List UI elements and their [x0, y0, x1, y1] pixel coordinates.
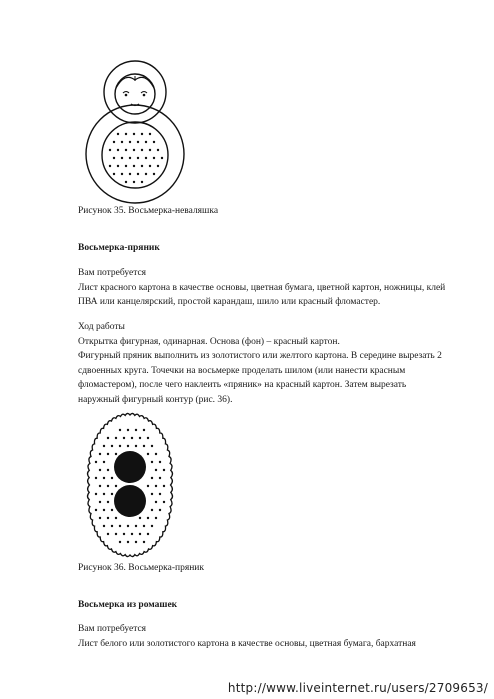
pattern-dot	[115, 517, 117, 519]
pattern-dot	[139, 533, 141, 535]
pattern-dot	[155, 501, 157, 503]
pattern-dot	[129, 173, 131, 175]
pattern-dot	[123, 437, 125, 439]
pattern-dot	[135, 541, 137, 543]
pattern-dot	[135, 429, 137, 431]
pattern-dot	[159, 461, 161, 463]
pattern-dot	[107, 437, 109, 439]
work-text: Фигурный пряник выполнить из золотистого или желтого картона. В середине вырезать 2 сдвоенных круга. Точечки на восьмерке проделать шилом (или нанести красным фломастером), после чего наклеить «пряник» на красный картон. Затем вырезать наружный фигурный контур (рис. 36).	[78, 351, 442, 405]
pattern-dot	[151, 477, 153, 479]
pattern-dot	[107, 485, 109, 487]
pattern-dot	[107, 453, 109, 455]
pattern-dot	[99, 453, 101, 455]
pattern-dot	[123, 533, 125, 535]
daisy-needs-label: Вам потребуется	[78, 624, 147, 634]
pattern-dot	[163, 469, 165, 471]
pattern-dot	[127, 445, 129, 447]
pattern-dot	[129, 141, 131, 143]
pattern-dot	[147, 485, 149, 487]
needs-text: Лист красного картона в качестве основы, цветная бумага, цветной картон, ножницы, клей ПВА или канцелярский, простой карандаш, шило или красный фломастер.	[78, 282, 446, 308]
pattern-dot	[131, 437, 133, 439]
needs-label: Вам потребуется	[78, 268, 147, 278]
pattern-dot	[121, 157, 123, 159]
pattern-dot	[113, 141, 115, 143]
work-line-1: Открытка фигурная, одинарная. Основа (фон) – красный картон.	[78, 336, 340, 347]
pattern-dot	[147, 533, 149, 535]
pattern-dot	[137, 157, 139, 159]
pattern-dot	[125, 133, 127, 135]
pattern-dot	[133, 133, 135, 135]
pattern-dot	[141, 165, 143, 167]
pattern-dot	[109, 149, 111, 151]
pattern-dot	[153, 157, 155, 159]
pattern-dot	[145, 157, 147, 159]
section-heading-daisy: Восьмерка из ромашек	[78, 600, 178, 610]
pattern-dot	[103, 525, 105, 527]
pattern-dot	[143, 525, 145, 527]
pattern-dot	[119, 445, 121, 447]
pattern-dot	[155, 517, 157, 519]
figure-35-caption: Рисунок 35. Восьмерка-неваляшка	[78, 206, 219, 216]
pattern-dot	[119, 429, 121, 431]
pattern-dot	[157, 149, 159, 151]
pattern-dot	[135, 525, 137, 527]
pattern-dot	[147, 517, 149, 519]
pattern-dot	[159, 509, 161, 511]
pattern-dot	[99, 469, 101, 471]
pattern-dot	[107, 533, 109, 535]
pattern-dot	[131, 533, 133, 535]
pattern-dot	[117, 149, 119, 151]
pattern-dot	[103, 493, 105, 495]
pattern-dot	[151, 445, 153, 447]
pattern-dot	[143, 429, 145, 431]
section-heading-gingerbread: Восьмерка-пряник	[78, 243, 160, 253]
pattern-dot	[111, 477, 113, 479]
pattern-dot	[115, 533, 117, 535]
pattern-dot	[121, 141, 123, 143]
pattern-dot	[151, 509, 153, 511]
pattern-dot	[161, 157, 163, 159]
pattern-dot	[111, 525, 113, 527]
pattern-dot	[143, 445, 145, 447]
pattern-dot	[115, 437, 117, 439]
gingerbread-needs-block	[78, 266, 448, 310]
pattern-dot	[139, 437, 141, 439]
pattern-dot	[113, 173, 115, 175]
pattern-dot	[141, 181, 143, 183]
pattern-dot	[141, 149, 143, 151]
pattern-dot	[133, 181, 135, 183]
pattern-dot	[143, 541, 145, 543]
pattern-dot	[125, 181, 127, 183]
pattern-dot	[137, 173, 139, 175]
pattern-dot	[159, 493, 161, 495]
pattern-dot	[163, 501, 165, 503]
pattern-dot	[95, 493, 97, 495]
pattern-dot	[147, 453, 149, 455]
footer-url: http://www.liveinternet.ru/users/2709653/	[227, 681, 488, 695]
pattern-dot	[139, 517, 141, 519]
pattern-dot	[95, 509, 97, 511]
pattern-dot	[129, 157, 131, 159]
pattern-dot	[145, 173, 147, 175]
pattern-dot	[133, 149, 135, 151]
roly-poly-figure	[75, 50, 215, 208]
pattern-dot	[115, 485, 117, 487]
pattern-dot	[127, 429, 129, 431]
gingerbread-figure	[82, 410, 192, 560]
figure-36-caption: Рисунок 36. Восьмерка-пряник	[78, 563, 204, 573]
pattern-dot	[103, 509, 105, 511]
pattern-dot	[155, 469, 157, 471]
pattern-dot	[127, 541, 129, 543]
pattern-dot	[107, 469, 109, 471]
pattern-dot	[141, 133, 143, 135]
pattern-dot	[155, 453, 157, 455]
work-label: Ход работы	[78, 322, 125, 332]
pattern-dot	[157, 165, 159, 167]
pattern-dot	[107, 517, 109, 519]
pattern-dot	[125, 165, 127, 167]
pattern-dot	[119, 541, 121, 543]
pattern-dot	[149, 133, 151, 135]
pattern-dot	[111, 493, 113, 495]
pattern-dot	[103, 477, 105, 479]
pattern-dot	[99, 517, 101, 519]
daisy-needs-block	[78, 622, 448, 651]
pattern-dot	[151, 525, 153, 527]
pattern-dot	[153, 173, 155, 175]
pattern-dot	[103, 445, 105, 447]
pattern-dot	[127, 525, 129, 527]
pattern-dot	[149, 149, 151, 151]
pattern-dot	[155, 485, 157, 487]
pattern-dot	[95, 477, 97, 479]
pattern-dot	[133, 165, 135, 167]
pattern-dot	[99, 501, 101, 503]
pattern-dot	[113, 157, 115, 159]
pattern-dot	[117, 165, 119, 167]
pattern-dot	[107, 501, 109, 503]
pattern-dot	[111, 509, 113, 511]
pattern-dot	[159, 477, 161, 479]
gingerbread-work-block	[78, 320, 448, 408]
pattern-dot	[121, 173, 123, 175]
daisy-needs-text: Лист белого или золотистого картона в качестве основы, цветная бумага, бархатная	[78, 638, 416, 649]
pattern-dot	[119, 525, 121, 527]
pattern-dot	[153, 141, 155, 143]
pattern-dot	[115, 453, 117, 455]
pattern-dot	[135, 445, 137, 447]
pattern-dot	[99, 485, 101, 487]
pattern-dot	[149, 165, 151, 167]
pattern-dot	[151, 493, 153, 495]
pattern-dot	[109, 165, 111, 167]
pattern-dot	[95, 461, 97, 463]
pattern-dot	[163, 485, 165, 487]
pattern-dot	[147, 437, 149, 439]
pattern-dot	[145, 141, 147, 143]
pattern-dot	[111, 445, 113, 447]
pattern-dot	[137, 141, 139, 143]
pattern-dot	[117, 133, 119, 135]
pattern-dot	[103, 461, 105, 463]
pattern-dot	[151, 461, 153, 463]
pattern-dot	[125, 149, 127, 151]
